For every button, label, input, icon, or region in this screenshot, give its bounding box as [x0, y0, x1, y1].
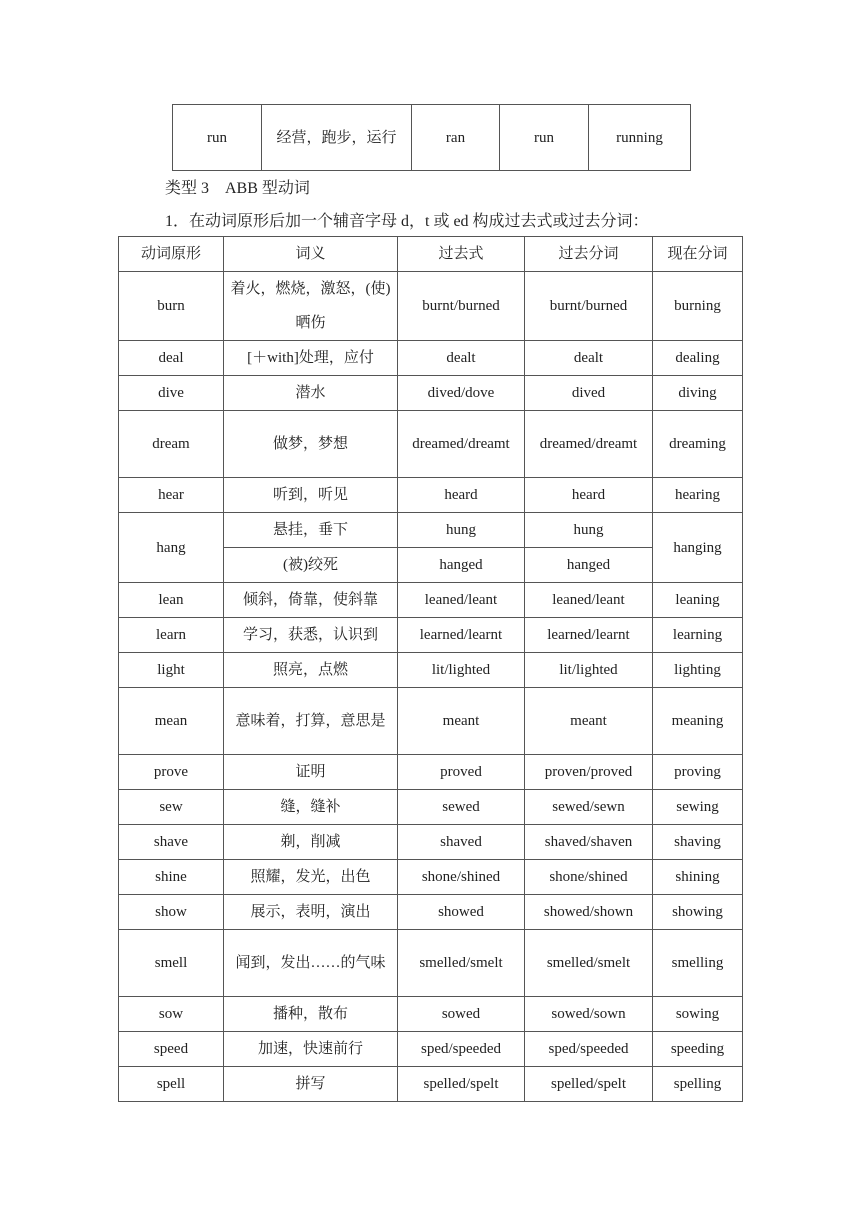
present-participle-cell: shining — [653, 860, 743, 895]
base-form-cell: hear — [119, 478, 224, 513]
table-row — [119, 341, 743, 376]
past-tense-cell: sowed — [398, 997, 525, 1032]
past-tense-cell: spelled/spelt — [398, 1067, 525, 1102]
meaning-cell: 拼写 — [224, 1067, 398, 1102]
meaning-cell: 照耀，发光，出色 — [224, 860, 398, 895]
past-participle-cell: hanged — [525, 548, 653, 583]
meaning-cell: 闻到，发出……的气味 — [224, 930, 398, 997]
past-tense-cell: smelled/smelt — [398, 930, 525, 997]
meaning-cell: 照亮，点燃 — [224, 653, 398, 688]
present-participle-cell: dreaming — [653, 411, 743, 478]
meaning-cell: 经营，跑步，运行 — [262, 105, 412, 171]
past-tense-cell: sped/speeded — [398, 1032, 525, 1067]
table-row — [119, 272, 743, 341]
past-participle-cell: smelled/smelt — [525, 930, 653, 997]
meaning-cell: (被)绞死 — [224, 548, 398, 583]
table-row — [119, 1067, 743, 1102]
base-form-cell: dive — [119, 376, 224, 411]
present-participle-cell: proving — [653, 755, 743, 790]
meaning-cell: 学习，获悉，认识到 — [224, 618, 398, 653]
past-participle-cell: learned/learnt — [525, 618, 653, 653]
table-row — [119, 653, 743, 688]
table-row — [119, 997, 743, 1032]
present-participle-cell: dealing — [653, 341, 743, 376]
base-form-cell: deal — [119, 341, 224, 376]
present-participle-cell: lighting — [653, 653, 743, 688]
present-participle-cell: running — [589, 105, 691, 171]
base-form-cell: spell — [119, 1067, 224, 1102]
meaning-cell: 潜水 — [224, 376, 398, 411]
table-row — [119, 825, 743, 860]
past-participle-cell: hung — [525, 513, 653, 548]
past-tense-cell: hanged — [398, 548, 525, 583]
header-present-participle: 现在分词 — [653, 237, 743, 272]
table-row — [119, 1032, 743, 1067]
table-row — [119, 513, 743, 548]
meaning-cell: 意味着，打算，意思是 — [224, 688, 398, 755]
table-row — [119, 688, 743, 755]
past-tense-cell: showed — [398, 895, 525, 930]
table-row — [119, 895, 743, 930]
past-participle-cell: shaved/shaven — [525, 825, 653, 860]
base-form-cell: light — [119, 653, 224, 688]
table-row — [173, 105, 691, 171]
meaning-cell: 剃，削减 — [224, 825, 398, 860]
table-row — [119, 790, 743, 825]
past-tense-cell: learned/learnt — [398, 618, 525, 653]
table-header-row — [119, 237, 743, 272]
past-tense-cell: dreamed/dreamt — [398, 411, 525, 478]
base-form-cell: shine — [119, 860, 224, 895]
meaning-cell: 听到，听见 — [224, 478, 398, 513]
past-participle-cell: dreamed/dreamt — [525, 411, 653, 478]
header-past-tense: 过去式 — [398, 237, 525, 272]
past-tense-cell: ran — [412, 105, 500, 171]
present-participle-cell: diving — [653, 376, 743, 411]
table-row — [119, 376, 743, 411]
table-row — [119, 618, 743, 653]
table-row — [119, 583, 743, 618]
present-participle-cell: smelling — [653, 930, 743, 997]
meaning-cell: [＋with]处理，应付 — [224, 341, 398, 376]
meaning-cell: 证明 — [224, 755, 398, 790]
past-participle-cell: run — [500, 105, 589, 171]
past-participle-cell: lit/lighted — [525, 653, 653, 688]
past-tense-cell: heard — [398, 478, 525, 513]
base-form-cell: sow — [119, 997, 224, 1032]
base-form-cell: burn — [119, 272, 224, 341]
meaning-cell: 加速，快速前行 — [224, 1032, 398, 1067]
base-form-cell: prove — [119, 755, 224, 790]
base-form-cell: hang — [119, 513, 224, 583]
table-row — [119, 930, 743, 997]
base-form-cell: smell — [119, 930, 224, 997]
header-meaning: 词义 — [224, 237, 398, 272]
past-participle-cell: dived — [525, 376, 653, 411]
past-tense-cell: lit/lighted — [398, 653, 525, 688]
past-tense-cell: meant — [398, 688, 525, 755]
past-participle-cell: showed/shown — [525, 895, 653, 930]
header-base-form: 动词原形 — [119, 237, 224, 272]
present-participle-cell: burning — [653, 272, 743, 341]
base-form-cell: sew — [119, 790, 224, 825]
meaning-cell: 着火，燃烧，激怒，(使)晒伤 — [224, 272, 398, 341]
past-tense-cell: hung — [398, 513, 525, 548]
base-form-cell: lean — [119, 583, 224, 618]
past-tense-cell: proved — [398, 755, 525, 790]
past-participle-cell: burnt/burned — [525, 272, 653, 341]
meaning-cell: 播种，散布 — [224, 997, 398, 1032]
verb-table — [118, 236, 743, 1102]
present-participle-cell: leaning — [653, 583, 743, 618]
meaning-cell: 做梦，梦想 — [224, 411, 398, 478]
present-participle-cell: sewing — [653, 790, 743, 825]
meaning-cell: 缝，缝补 — [224, 790, 398, 825]
present-participle-cell: meaning — [653, 688, 743, 755]
past-tense-cell: dealt — [398, 341, 525, 376]
meaning-cell: 倾斜，倚靠，使斜靠 — [224, 583, 398, 618]
past-participle-cell: sewed/sewn — [525, 790, 653, 825]
past-participle-cell: leaned/leant — [525, 583, 653, 618]
present-participle-cell: sowing — [653, 997, 743, 1032]
table-row — [119, 411, 743, 478]
present-participle-cell: spelling — [653, 1067, 743, 1102]
past-participle-cell: dealt — [525, 341, 653, 376]
present-participle-cell: speeding — [653, 1032, 743, 1067]
base-form-cell: learn — [119, 618, 224, 653]
present-participle-cell: hanging — [653, 513, 743, 583]
rule-text: 1．在动词原形后加一个辅音字母 d，t 或 ed 构成过去式或过去分词： — [165, 213, 649, 230]
past-tense-cell: sewed — [398, 790, 525, 825]
past-tense-cell: dived/dove — [398, 376, 525, 411]
continuation-table — [172, 104, 691, 171]
base-form-cell: shave — [119, 825, 224, 860]
base-form-cell: speed — [119, 1032, 224, 1067]
base-form-cell: dream — [119, 411, 224, 478]
present-participle-cell: shaving — [653, 825, 743, 860]
past-participle-cell: sped/speeded — [525, 1032, 653, 1067]
past-participle-cell: heard — [525, 478, 653, 513]
section-heading: 类型 3 ABB 型动词 — [165, 180, 310, 197]
present-participle-cell: learning — [653, 618, 743, 653]
base-form-cell: mean — [119, 688, 224, 755]
past-participle-cell: spelled/spelt — [525, 1067, 653, 1102]
past-participle-cell: meant — [525, 688, 653, 755]
header-past-participle: 过去分词 — [525, 237, 653, 272]
table-row — [119, 478, 743, 513]
past-participle-cell: proven/proved — [525, 755, 653, 790]
base-form-cell: show — [119, 895, 224, 930]
past-participle-cell: shone/shined — [525, 860, 653, 895]
base-form-cell: run — [173, 105, 262, 171]
past-participle-cell: sowed/sown — [525, 997, 653, 1032]
past-tense-cell: burnt/burned — [398, 272, 525, 341]
meaning-cell: 展示，表明，演出 — [224, 895, 398, 930]
past-tense-cell: shaved — [398, 825, 525, 860]
meaning-cell: 悬挂，垂下 — [224, 513, 398, 548]
table-row — [119, 755, 743, 790]
present-participle-cell: showing — [653, 895, 743, 930]
table-row — [119, 860, 743, 895]
past-tense-cell: shone/shined — [398, 860, 525, 895]
present-participle-cell: hearing — [653, 478, 743, 513]
past-tense-cell: leaned/leant — [398, 583, 525, 618]
